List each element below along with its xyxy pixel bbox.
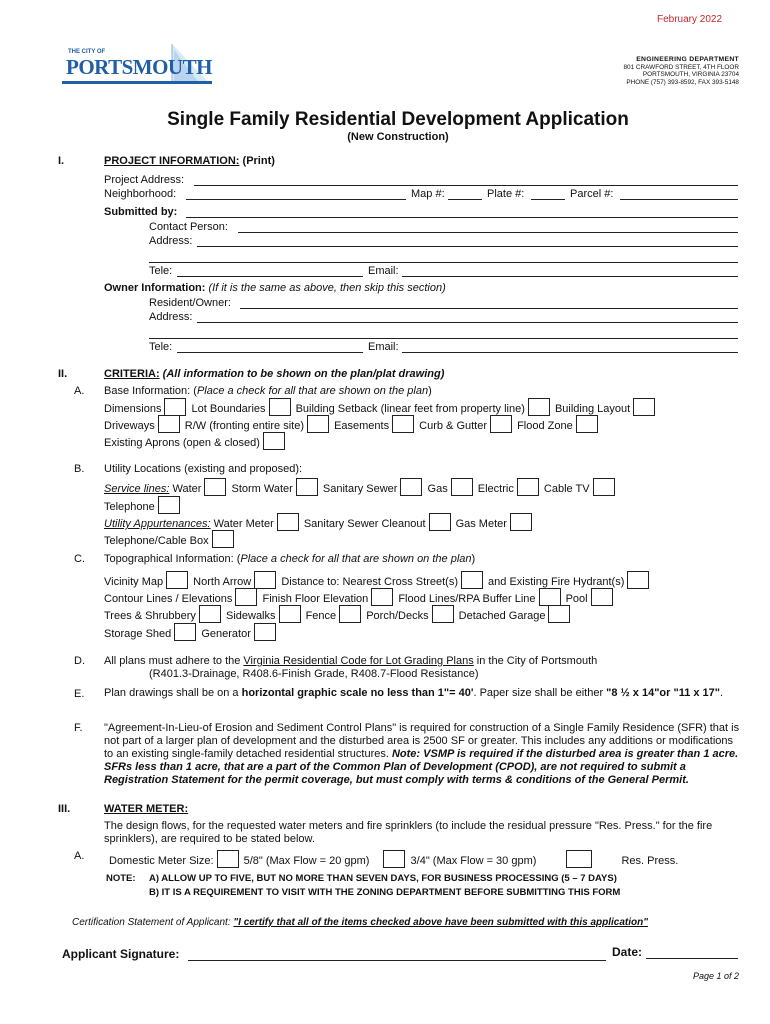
- res-press-field[interactable]: [566, 850, 592, 868]
- section-2-heading: [104, 368, 444, 380]
- detached-garage-checkbox[interactable]: [548, 605, 570, 623]
- generator-label: Generator: [201, 628, 251, 640]
- sidewalks-checkbox[interactable]: [279, 605, 301, 623]
- resident-owner-label: Resident/Owner:: [149, 297, 231, 309]
- item-c-title-text: Topographical Information: (: [104, 553, 241, 565]
- form-date: February 2022: [657, 14, 723, 25]
- contact-person-label: Contact Person:: [149, 221, 228, 233]
- map-field[interactable]: [448, 188, 482, 200]
- item-c-letter: C.: [74, 553, 85, 565]
- item-c-title: [104, 553, 475, 565]
- lot-boundaries-checkbox[interactable]: [269, 398, 291, 416]
- item-f-letter: F.: [74, 722, 83, 734]
- section-1-heading: [104, 155, 275, 167]
- building-setback-label: Building Setback (linear feet from property line): [295, 403, 525, 415]
- tele-field[interactable]: [177, 265, 363, 277]
- section-3-number: III.: [58, 803, 71, 815]
- cable-tv-checkbox[interactable]: [593, 478, 615, 496]
- topo-row-2: [104, 588, 615, 606]
- water-checkbox[interactable]: [204, 478, 226, 496]
- page-title: Single Family Residential Development Application: [167, 109, 629, 130]
- utility-appurtenances-row-2: [104, 530, 236, 548]
- telephone-checkbox[interactable]: [158, 496, 180, 514]
- meter-34-label: 3/4" (Max Flow = 30 gpm): [410, 855, 537, 867]
- virginia-code-link[interactable]: Virginia Residential Code for Lot Grading Plans: [243, 655, 474, 667]
- existing-aprons-label: Existing Aprons (open & closed): [104, 437, 260, 449]
- curb-gutter-label: Curb & Gutter: [419, 420, 488, 432]
- sidewalks-label: Sidewalks: [225, 610, 276, 622]
- map-label: Map #:: [411, 188, 445, 200]
- neighborhood-label: Neighborhood:: [104, 188, 177, 200]
- item-a-title-note: Place a check for all that are shown on the plan: [196, 385, 429, 397]
- plate-label: Plate #:: [487, 188, 525, 200]
- item-e-scale: horizontal graphic scale no less than 1"= 40': [241, 687, 474, 699]
- water-meter-label: Water Meter: [213, 518, 274, 530]
- contour-lines-label: Contour Lines / Elevations: [104, 593, 233, 605]
- flood-zone-checkbox[interactable]: [576, 415, 598, 433]
- finish-floor-label: Finish Floor Elevation: [262, 593, 369, 605]
- fence-label: Fence: [305, 610, 337, 622]
- north-arrow-label: North Arrow: [193, 576, 252, 588]
- rw-label: R/W (fronting entire site): [184, 420, 304, 432]
- building-layout-checkbox[interactable]: [633, 398, 655, 416]
- department-block: [623, 56, 739, 86]
- topo-row-3: [104, 605, 572, 623]
- owner-tele-label: Tele:: [149, 341, 173, 353]
- item-e-size-2: "11 x 17": [673, 687, 721, 699]
- easements-checkbox[interactable]: [392, 415, 414, 433]
- service-lines-label: Service lines:: [104, 483, 170, 495]
- signature-label: Applicant Signature:: [62, 947, 180, 961]
- item-a-title-text: Base Information: (: [104, 385, 197, 397]
- storage-shed-label: Storage Shed: [104, 628, 172, 640]
- page-subtitle: (New Construction): [347, 131, 449, 143]
- vicinity-map-label: Vicinity Map: [104, 576, 164, 588]
- section-1-note: (Print): [239, 155, 275, 167]
- item-d-text-2: in the City of Portsmouth: [473, 655, 598, 667]
- meter-58-label: 5/8" (Max Flow = 20 gpm): [243, 855, 370, 867]
- tele-label: Tele:: [149, 265, 173, 277]
- certification-label: Certification Statement of Applicant:: [72, 917, 234, 928]
- page-number: Page 1 of 2: [693, 971, 740, 981]
- item-d-text: [104, 655, 597, 667]
- date-label: Date:: [612, 945, 643, 959]
- certification-text: "I certify that all of the items checked above have been submitted with this application": [233, 917, 648, 928]
- section-1-number: I.: [58, 155, 65, 167]
- pool-label: Pool: [565, 593, 588, 605]
- neighborhood-field[interactable]: [186, 188, 406, 200]
- email-field[interactable]: [402, 265, 738, 277]
- electric-checkbox[interactable]: [517, 478, 539, 496]
- section-2-note: (All information to be shown on the plan/plat drawing): [159, 368, 445, 380]
- detached-garage-label: Detached Garage: [458, 610, 546, 622]
- owner-info-heading: [104, 282, 446, 294]
- item-e-text: [104, 687, 744, 700]
- service-lines-row-2: [104, 496, 182, 514]
- fence-checkbox[interactable]: [339, 605, 361, 623]
- trees-shrubbery-checkbox[interactable]: [199, 605, 221, 623]
- item-b-title: Utility Locations (existing and proposed):: [104, 463, 303, 475]
- gas-meter-label: Gas Meter: [455, 518, 507, 530]
- easements-label: Easements: [334, 420, 390, 432]
- owner-tele-field[interactable]: [177, 341, 363, 353]
- base-info-row-3: [104, 432, 287, 450]
- logo-main-text: PORTSMOUTH: [66, 55, 212, 79]
- porch-decks-label: Porch/Decks: [366, 610, 429, 622]
- topo-row-1: [104, 571, 651, 589]
- item-a-letter: A.: [74, 385, 85, 397]
- cable-tv-label: Cable TV: [543, 483, 590, 495]
- meter-size-row: [109, 850, 678, 868]
- water-meter-checkbox[interactable]: [277, 513, 299, 531]
- storage-shed-checkbox[interactable]: [174, 623, 196, 641]
- item-f-note: Note: VSMP is required if the disturbed area is greater than 1 acre. SFRs less than 1 acre, that are a part of the Common Plan of Development (CPOD), are not required to submit a Registration Statement for the permit coverage, but must comply with terms & conditions of the General Permit.: [104, 748, 739, 786]
- lot-boundaries-label: Lot Boundaries: [191, 403, 266, 415]
- submitted-by-field[interactable]: [186, 206, 738, 218]
- item-e-or: or: [659, 687, 671, 699]
- section-3-text: The design flows, for the requested water meters and fire sprinklers (to include the residual pressure "Res. Press." for the fire sprinklers), are required to be stated below.: [104, 820, 713, 845]
- section-3-title: WATER METER:: [104, 803, 189, 815]
- item-c-title-end: ): [471, 553, 476, 565]
- cross-street-label: Distance to: Nearest Cross Street(s): [281, 576, 458, 588]
- section-2-number: II.: [58, 368, 68, 380]
- item-e-text-1: Plan drawings shall be on a: [104, 687, 242, 699]
- owner-email-label: Email:: [368, 341, 399, 353]
- sewer-cleanout-label: Sanitary Sewer Cleanout: [303, 518, 426, 530]
- res-press-label: Res. Press.: [621, 855, 679, 867]
- meter-34-checkbox[interactable]: [383, 850, 405, 868]
- sanitary-sewer-label: Sanitary Sewer: [322, 483, 398, 495]
- gas-label: Gas: [427, 483, 448, 495]
- porch-decks-checkbox[interactable]: [432, 605, 454, 623]
- building-setback-checkbox[interactable]: [528, 398, 550, 416]
- fire-hydrant-checkbox[interactable]: [627, 571, 649, 589]
- item-d-letter: D.: [74, 655, 85, 667]
- vicinity-map-checkbox[interactable]: [166, 571, 188, 589]
- item-a-title: [104, 385, 432, 397]
- item-e-size-1: "8 ½ x 14": [606, 687, 660, 699]
- storm-water-checkbox[interactable]: [296, 478, 318, 496]
- item-f-body: "Agreement-In-Lieu-of Erosion and Sediment Control Plans" is required for construction of a Single Family Residence (SFR) that is not part of a larger plan of development and the disturbed area is 2500 SF or greater. This includes any additions or modifications to an existing single-family detached residential structures.: [104, 722, 740, 760]
- storm-water-label: Storm Water: [231, 483, 293, 495]
- telephone-label: Telephone: [104, 501, 155, 513]
- owner-email-field[interactable]: [402, 341, 738, 353]
- department-phone: PHONE (757) 393-8592, FAX 393-5148: [626, 78, 739, 86]
- logo-top-text: THE CITY OF: [68, 49, 106, 55]
- address-label: Address:: [149, 235, 193, 247]
- owner-address-field-line-2[interactable]: [149, 327, 738, 339]
- item-e-text-2: . Paper size shall be either: [473, 687, 607, 699]
- item-c-title-note: Place a check for all that are shown on the plan: [240, 553, 472, 565]
- owner-info-note: (If it is the same as above, then skip this section): [205, 282, 446, 294]
- department-address-2: PORTSMOUTH, VIRGINIA 23704: [642, 71, 739, 79]
- north-arrow-checkbox[interactable]: [254, 571, 276, 589]
- driveways-checkbox[interactable]: [158, 415, 180, 433]
- note-a: A) ALLOW UP TO FIVE, BUT NO MORE THAN SEVEN DAYS, FOR BUSINESS PROCESSING (5 – 7 DAYS): [149, 873, 617, 884]
- domestic-meter-label: Domestic Meter Size:: [109, 855, 214, 867]
- owner-address-field[interactable]: [197, 311, 738, 323]
- resident-owner-field[interactable]: [240, 297, 738, 309]
- signature-field[interactable]: [188, 948, 606, 961]
- sewer-cleanout-checkbox[interactable]: [429, 513, 451, 531]
- item-b-letter: B.: [74, 463, 85, 475]
- item-a-title-end: ): [428, 385, 432, 397]
- item-d-text-1: All plans must adhere to the: [104, 655, 244, 667]
- driveways-label: Driveways: [104, 420, 155, 432]
- contact-person-field[interactable]: [238, 221, 738, 233]
- utility-appurtenances-row-1: [104, 513, 534, 531]
- building-layout-label: Building Layout: [554, 403, 631, 415]
- plate-field[interactable]: [531, 188, 565, 200]
- utility-appurtenances-label: Utility Appurtenances:: [104, 518, 211, 530]
- flood-lines-checkbox[interactable]: [539, 588, 561, 606]
- note-label: NOTE:: [106, 873, 136, 884]
- telephone-cable-box-label: Telephone/Cable Box: [104, 535, 209, 547]
- base-info-row-2: [104, 415, 600, 433]
- base-info-row-1: [104, 398, 657, 416]
- electric-label: Electric: [477, 483, 514, 495]
- finish-floor-checkbox[interactable]: [371, 588, 393, 606]
- email-label: Email:: [368, 265, 399, 277]
- gas-meter-checkbox[interactable]: [510, 513, 532, 531]
- pool-checkbox[interactable]: [591, 588, 613, 606]
- section-1-title: PROJECT INFORMATION:: [104, 155, 240, 167]
- section-2-title: CRITERIA:: [104, 368, 160, 380]
- item-d-codes: (R401.3-Drainage, R408.6-Finish Grade, R408.7-Flood Resistance): [149, 668, 479, 680]
- flood-lines-label: Flood Lines/RPA Buffer Line: [398, 593, 536, 605]
- topo-row-4: [104, 623, 278, 641]
- sanitary-sewer-checkbox[interactable]: [400, 478, 422, 496]
- item-e-letter: E.: [74, 688, 85, 700]
- generator-checkbox[interactable]: [254, 623, 276, 641]
- owner-info-label: Owner Information:: [104, 282, 206, 294]
- water-label: Water: [172, 483, 202, 495]
- department-name: ENGINEERING DEPARTMENT: [636, 56, 739, 63]
- department-address-1: 801 CRAWFORD STREET, 4TH FLOOR: [623, 63, 739, 71]
- gas-checkbox[interactable]: [451, 478, 473, 496]
- parcel-field[interactable]: [620, 188, 738, 200]
- meter-58-checkbox[interactable]: [217, 850, 239, 868]
- owner-address-label: Address:: [149, 311, 193, 323]
- trees-shrubbery-label: Trees & Shrubbery: [104, 610, 196, 622]
- dimensions-label: Dimensions: [104, 403, 162, 415]
- item-e-end: .: [720, 687, 724, 699]
- note-b: B) IT IS A REQUIREMENT TO VISIT WITH THE ZONING DEPARTMENT BEFORE SUBMITTING THIS FORM: [149, 887, 621, 898]
- address-field-line-2[interactable]: [149, 251, 738, 263]
- service-lines-row-1: [104, 478, 617, 496]
- cross-street-checkbox[interactable]: [461, 571, 483, 589]
- project-address-field[interactable]: [194, 174, 738, 186]
- certification-statement: [72, 917, 648, 928]
- rw-checkbox[interactable]: [307, 415, 329, 433]
- item-f-text: [104, 722, 742, 787]
- date-field[interactable]: [646, 946, 738, 959]
- submitted-by-label: Submitted by:: [104, 206, 178, 218]
- existing-aprons-checkbox[interactable]: [263, 432, 285, 450]
- curb-gutter-checkbox[interactable]: [490, 415, 512, 433]
- project-address-label: Project Address:: [104, 174, 185, 186]
- telephone-cable-box-checkbox[interactable]: [212, 530, 234, 548]
- dimensions-checkbox[interactable]: [164, 398, 186, 416]
- water-a-letter: A.: [74, 850, 85, 862]
- fire-hydrant-label: and Existing Fire Hydrant(s): [488, 576, 625, 588]
- contour-lines-checkbox[interactable]: [235, 588, 257, 606]
- address-field[interactable]: [197, 235, 738, 247]
- flood-zone-label: Flood Zone: [517, 420, 573, 432]
- parcel-label: Parcel #:: [570, 188, 614, 200]
